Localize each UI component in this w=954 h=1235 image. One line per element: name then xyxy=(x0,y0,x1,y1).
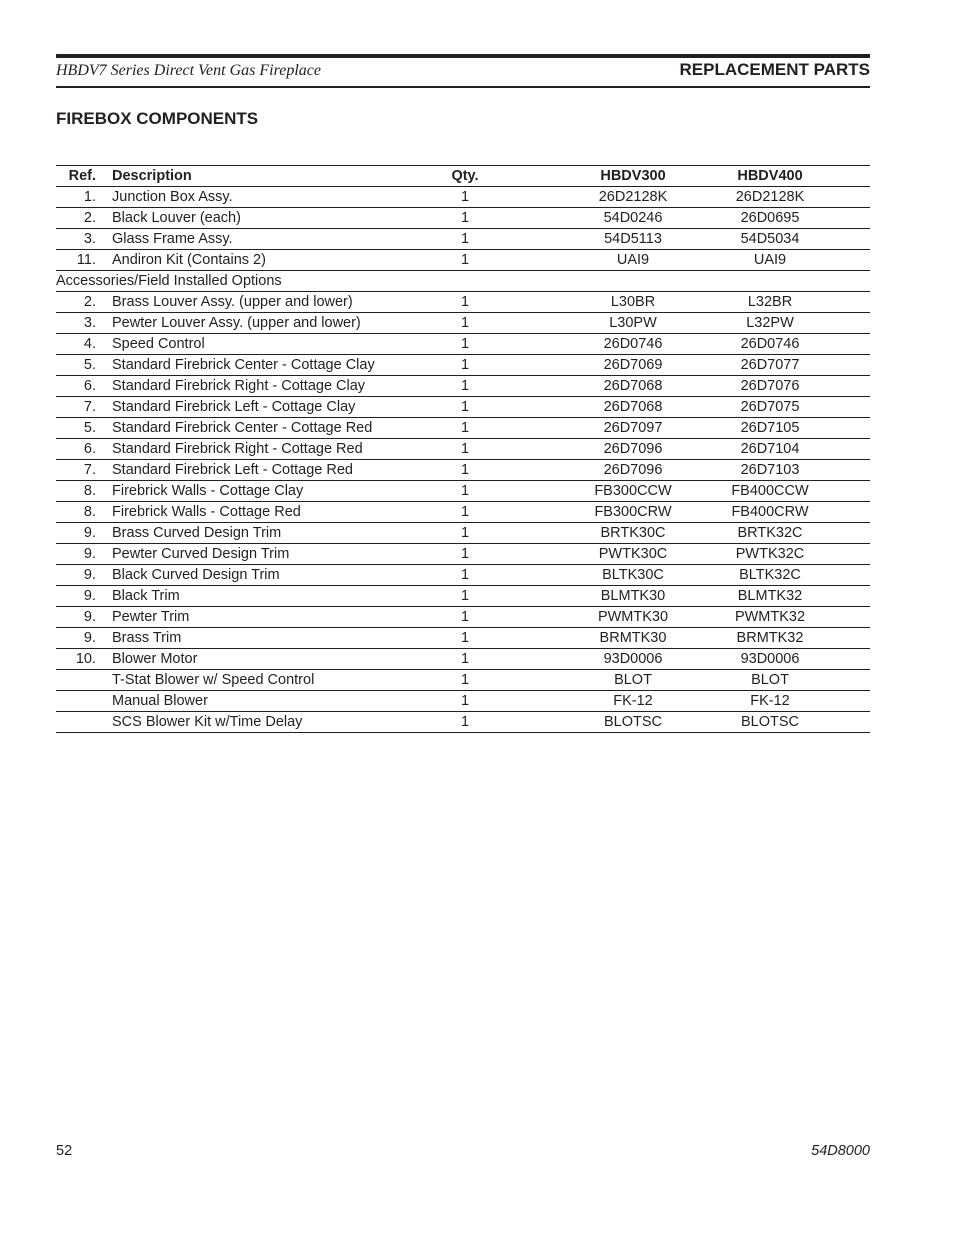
document-number: 54D8000 xyxy=(811,1143,870,1159)
cell-qty: 1 xyxy=(440,712,490,733)
table-row xyxy=(56,397,870,418)
table-row xyxy=(56,229,870,250)
cell-hbdv400: FB400CCW xyxy=(714,481,826,502)
cell-hbdv300: 26D7069 xyxy=(490,355,714,376)
table-row xyxy=(56,334,870,355)
table-section-row xyxy=(56,271,870,292)
cell-hbdv400: PWMTK32 xyxy=(714,607,826,628)
cell-spacer xyxy=(826,229,870,250)
cell-spacer xyxy=(826,649,870,670)
cell-qty: 1 xyxy=(440,187,490,208)
cell-hbdv300: 26D7068 xyxy=(490,397,714,418)
table-row xyxy=(56,502,870,523)
cell-hbdv300: 26D0746 xyxy=(490,334,714,355)
cell-spacer xyxy=(826,439,870,460)
cell-hbdv300: PWMTK30 xyxy=(490,607,714,628)
table-row xyxy=(56,670,870,691)
cell-hbdv300: 26D7068 xyxy=(490,376,714,397)
cell-qty: 1 xyxy=(440,439,490,460)
cell-description: Blower Motor xyxy=(112,649,440,670)
cell-ref: 9. xyxy=(56,544,112,565)
cell-description: Firebrick Walls - Cottage Clay xyxy=(112,481,440,502)
cell-hbdv300: 26D7096 xyxy=(490,460,714,481)
cell-spacer xyxy=(826,607,870,628)
table-row xyxy=(56,523,870,544)
cell-ref: 9. xyxy=(56,523,112,544)
table-row xyxy=(56,586,870,607)
cell-hbdv400: FK-12 xyxy=(714,691,826,712)
cell-hbdv300: FB300CCW xyxy=(490,481,714,502)
cell-hbdv300: BLMTK30 xyxy=(490,586,714,607)
cell-description: Manual Blower xyxy=(112,691,440,712)
cell-spacer xyxy=(826,586,870,607)
cell-hbdv300: 93D0006 xyxy=(490,649,714,670)
cell-description: T-Stat Blower w/ Speed Control xyxy=(112,670,440,691)
document-title: HBDV7 Series Direct Vent Gas Fireplace xyxy=(56,62,321,79)
cell-hbdv300: BLOT xyxy=(490,670,714,691)
cell-ref: 4. xyxy=(56,334,112,355)
cell-ref: 8. xyxy=(56,502,112,523)
cell-ref: 5. xyxy=(56,418,112,439)
table-row xyxy=(56,208,870,229)
cell-hbdv400: 26D0746 xyxy=(714,334,826,355)
cell-hbdv300: BLOTSC xyxy=(490,712,714,733)
cell-qty: 1 xyxy=(440,502,490,523)
cell-ref: 11. xyxy=(56,250,112,271)
table-row xyxy=(56,691,870,712)
cell-hbdv300: BRTK30C xyxy=(490,523,714,544)
cell-ref: 7. xyxy=(56,397,112,418)
cell-description: Pewter Trim xyxy=(112,607,440,628)
cell-hbdv400: PWTK32C xyxy=(714,544,826,565)
cell-hbdv400: 26D7104 xyxy=(714,439,826,460)
cell-qty: 1 xyxy=(440,523,490,544)
cell-spacer xyxy=(826,544,870,565)
cell-spacer xyxy=(826,334,870,355)
cell-spacer xyxy=(826,502,870,523)
cell-hbdv400: BLOTSC xyxy=(714,712,826,733)
cell-spacer xyxy=(826,397,870,418)
table-row xyxy=(56,376,870,397)
column-header-hbdv300: HBDV300 xyxy=(490,166,714,187)
column-spacer xyxy=(826,166,870,187)
cell-description: Firebrick Walls - Cottage Red xyxy=(112,502,440,523)
cell-spacer xyxy=(826,418,870,439)
cell-hbdv300: UAI9 xyxy=(490,250,714,271)
cell-qty: 1 xyxy=(440,250,490,271)
cell-ref: 3. xyxy=(56,229,112,250)
cell-qty: 1 xyxy=(440,691,490,712)
cell-hbdv300: L30PW xyxy=(490,313,714,334)
cell-spacer xyxy=(826,250,870,271)
table-row xyxy=(56,439,870,460)
cell-description: Standard Firebrick Right - Cottage Clay xyxy=(112,376,440,397)
cell-qty: 1 xyxy=(440,292,490,313)
cell-qty: 1 xyxy=(440,628,490,649)
cell-qty: 1 xyxy=(440,565,490,586)
cell-ref: 6. xyxy=(56,439,112,460)
table-row xyxy=(56,712,870,733)
cell-description: Glass Frame Assy. xyxy=(112,229,440,250)
cell-ref xyxy=(56,670,112,691)
cell-description: Pewter Curved Design Trim xyxy=(112,544,440,565)
cell-spacer xyxy=(826,712,870,733)
cell-qty: 1 xyxy=(440,355,490,376)
cell-ref: 2. xyxy=(56,292,112,313)
table-row xyxy=(56,607,870,628)
cell-ref: 9. xyxy=(56,565,112,586)
table-body-accessories xyxy=(56,292,870,733)
cell-hbdv400: BRTK32C xyxy=(714,523,826,544)
column-header-ref: Ref. xyxy=(56,166,112,187)
cell-ref: 3. xyxy=(56,313,112,334)
page-number: 52 xyxy=(56,1143,73,1159)
cell-hbdv400: 54D5034 xyxy=(714,229,826,250)
cell-hbdv300: PWTK30C xyxy=(490,544,714,565)
cell-hbdv400: 26D7103 xyxy=(714,460,826,481)
table-row xyxy=(56,292,870,313)
cell-description: Standard Firebrick Center - Cottage Red xyxy=(112,418,440,439)
cell-ref: 9. xyxy=(56,607,112,628)
cell-hbdv400: 26D7077 xyxy=(714,355,826,376)
firebox-components-title: FIREBOX COMPONENTS xyxy=(56,109,259,128)
cell-spacer xyxy=(826,355,870,376)
cell-spacer xyxy=(826,523,870,544)
table-row xyxy=(56,460,870,481)
cell-ref: 8. xyxy=(56,481,112,502)
parts-table xyxy=(56,165,870,733)
cell-qty: 1 xyxy=(440,208,490,229)
cell-description: Brass Trim xyxy=(112,628,440,649)
cell-ref xyxy=(56,691,112,712)
cell-description: SCS Blower Kit w/Time Delay xyxy=(112,712,440,733)
table-header-row xyxy=(56,166,870,187)
cell-hbdv400: BLMTK32 xyxy=(714,586,826,607)
cell-hbdv400: L32BR xyxy=(714,292,826,313)
cell-spacer xyxy=(826,313,870,334)
cell-hbdv400: UAI9 xyxy=(714,250,826,271)
column-header-qty: Qty. xyxy=(440,166,490,187)
cell-description: Black Curved Design Trim xyxy=(112,565,440,586)
table-body-section xyxy=(56,271,870,292)
cell-description: Standard Firebrick Center - Cottage Clay xyxy=(112,355,440,376)
table-row xyxy=(56,481,870,502)
cell-qty: 1 xyxy=(440,418,490,439)
table-row xyxy=(56,565,870,586)
table-row xyxy=(56,250,870,271)
cell-qty: 1 xyxy=(440,670,490,691)
cell-description: Speed Control xyxy=(112,334,440,355)
cell-ref: 7. xyxy=(56,460,112,481)
cell-ref: 6. xyxy=(56,376,112,397)
cell-hbdv400: 26D7075 xyxy=(714,397,826,418)
cell-description: Pewter Louver Assy. (upper and lower) xyxy=(112,313,440,334)
cell-qty: 1 xyxy=(440,649,490,670)
cell-spacer xyxy=(826,565,870,586)
cell-qty: 1 xyxy=(440,229,490,250)
cell-ref: 9. xyxy=(56,586,112,607)
column-header-hbdv400: HBDV400 xyxy=(714,166,826,187)
cell-hbdv300: BRMTK30 xyxy=(490,628,714,649)
cell-hbdv400: 26D2128K xyxy=(714,187,826,208)
page-header xyxy=(56,54,870,88)
cell-qty: 1 xyxy=(440,313,490,334)
cell-hbdv300: FB300CRW xyxy=(490,502,714,523)
cell-hbdv300: BLTK30C xyxy=(490,565,714,586)
cell-qty: 1 xyxy=(440,376,490,397)
cell-spacer xyxy=(826,628,870,649)
cell-spacer xyxy=(826,376,870,397)
cell-hbdv300: 26D7097 xyxy=(490,418,714,439)
cell-description: Standard Firebrick Left - Cottage Red xyxy=(112,460,440,481)
cell-description: Junction Box Assy. xyxy=(112,187,440,208)
cell-hbdv400: BLTK32C xyxy=(714,565,826,586)
cell-ref: 9. xyxy=(56,628,112,649)
cell-qty: 1 xyxy=(440,586,490,607)
cell-description: Black Trim xyxy=(112,586,440,607)
table-row xyxy=(56,544,870,565)
cell-hbdv300: 26D2128K xyxy=(490,187,714,208)
cell-spacer xyxy=(826,208,870,229)
cell-hbdv400: 26D7105 xyxy=(714,418,826,439)
cell-qty: 1 xyxy=(440,607,490,628)
cell-hbdv400: 93D0006 xyxy=(714,649,826,670)
cell-ref xyxy=(56,712,112,733)
cell-qty: 1 xyxy=(440,397,490,418)
cell-ref: 5. xyxy=(56,355,112,376)
cell-description: Standard Firebrick Right - Cottage Red xyxy=(112,439,440,460)
cell-hbdv300: L30BR xyxy=(490,292,714,313)
cell-hbdv400: BRMTK32 xyxy=(714,628,826,649)
cell-spacer xyxy=(826,460,870,481)
cell-hbdv300: FK-12 xyxy=(490,691,714,712)
table-row xyxy=(56,418,870,439)
cell-hbdv400: L32PW xyxy=(714,313,826,334)
cell-hbdv300: 54D5113 xyxy=(490,229,714,250)
cell-ref: 2. xyxy=(56,208,112,229)
table-row xyxy=(56,355,870,376)
table-row xyxy=(56,313,870,334)
cell-ref: 1. xyxy=(56,187,112,208)
table-body-main xyxy=(56,187,870,271)
column-header-description: Description xyxy=(112,166,440,187)
cell-spacer xyxy=(826,691,870,712)
cell-description: Standard Firebrick Left - Cottage Clay xyxy=(112,397,440,418)
section-label: Accessories/Field Installed Options xyxy=(56,271,870,292)
cell-hbdv300: 26D7096 xyxy=(490,439,714,460)
cell-spacer xyxy=(826,292,870,313)
cell-qty: 1 xyxy=(440,481,490,502)
cell-qty: 1 xyxy=(440,460,490,481)
cell-spacer xyxy=(826,187,870,208)
cell-spacer xyxy=(826,481,870,502)
section-heading: REPLACEMENT PARTS xyxy=(679,60,870,79)
cell-description: Andiron Kit (Contains 2) xyxy=(112,250,440,271)
cell-hbdv400: BLOT xyxy=(714,670,826,691)
cell-hbdv400: 26D7076 xyxy=(714,376,826,397)
cell-description: Brass Louver Assy. (upper and lower) xyxy=(112,292,440,313)
cell-description: Brass Curved Design Trim xyxy=(112,523,440,544)
cell-hbdv400: 26D0695 xyxy=(714,208,826,229)
cell-hbdv300: 54D0246 xyxy=(490,208,714,229)
cell-description: Black Louver (each) xyxy=(112,208,440,229)
table-row xyxy=(56,649,870,670)
cell-hbdv400: FB400CRW xyxy=(714,502,826,523)
table-row xyxy=(56,187,870,208)
cell-qty: 1 xyxy=(440,544,490,565)
cell-spacer xyxy=(826,670,870,691)
table-row xyxy=(56,628,870,649)
cell-qty: 1 xyxy=(440,334,490,355)
cell-ref: 10. xyxy=(56,649,112,670)
